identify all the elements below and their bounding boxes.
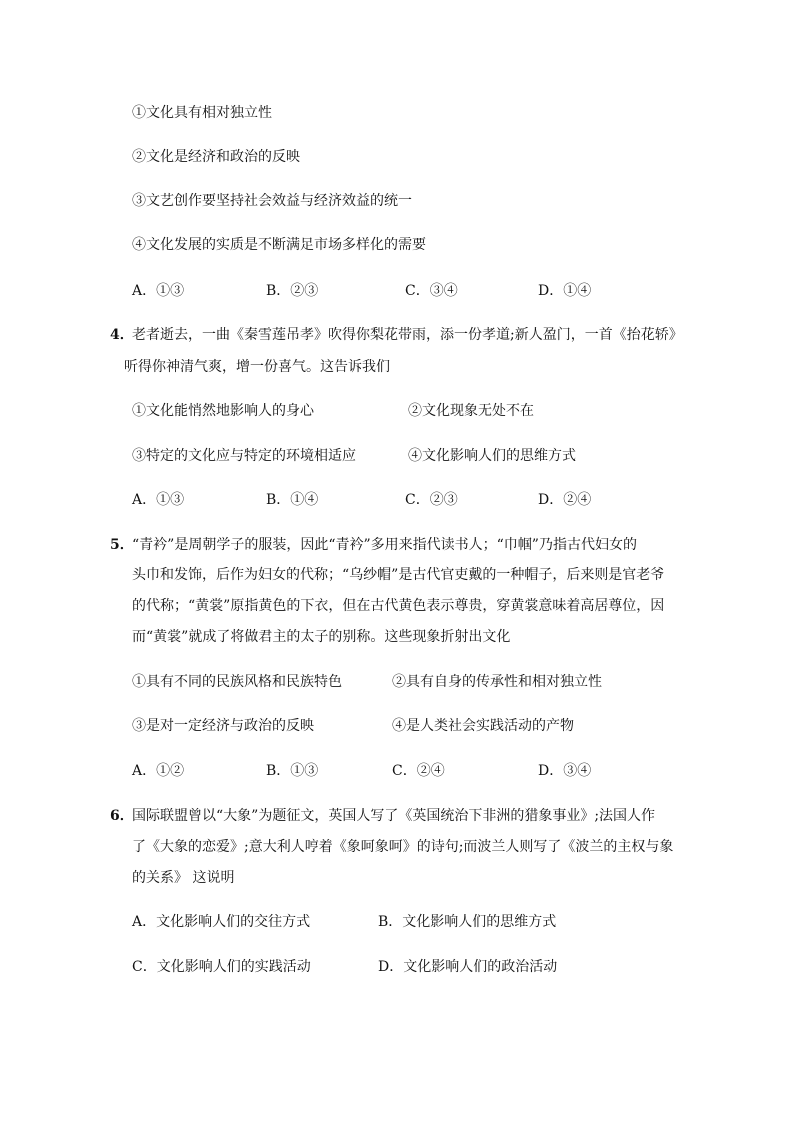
q4-option-a[interactable]: A．①③ (132, 492, 185, 508)
q4-stem-line-1: 老者逝去，一曲《秦雪莲吊孝》吹得你梨花带雨，添一份孝道;新人盈门，一首《抬花轿》 (132, 327, 683, 343)
q6-option-a[interactable]: A．文化影响人们的交往方式 (132, 914, 311, 930)
q5-option-b[interactable]: B．①③ (266, 763, 319, 779)
q5-option-d[interactable]: D．③④ (538, 763, 592, 779)
q4-number: 4． (110, 327, 134, 343)
q4-option-c[interactable]: C．②③ (405, 492, 458, 508)
q6-option-c[interactable]: C．文化影响人们的实践活动 (132, 959, 311, 975)
q3-option-d[interactable]: D．①④ (538, 283, 592, 299)
q5-item-1: ①具有不同的民族风格和民族特色 (132, 674, 342, 690)
q3-option-a[interactable]: A．①③ (132, 283, 185, 299)
q4-item-1: ①文化能悄然地影响人的身心 (132, 403, 314, 419)
q3-item-2: ②文化是经济和政治的反映 (132, 149, 300, 165)
q3-item-4: ④文化发展的实质是不断满足市场多样化的需要 (132, 237, 426, 253)
q5-stem-line-4: 而“黄裳”就成了将做君主的太子的别称。这些现象折射出文化 (132, 629, 511, 645)
q4-item-2: ②文化现象无处不在 (408, 403, 534, 419)
q4-option-b[interactable]: B．①④ (266, 492, 319, 508)
q4-item-3: ③特定的文化应与特定的环境相适应 (132, 448, 356, 464)
q6-stem-line-1: 国际联盟曾以“大象”为题征文，英国人写了《英国统治下非洲的猎象事业》;法国人作 (132, 808, 656, 824)
q6-stem-line-3: 的关系》 这说明 (132, 870, 235, 886)
q3-item-1: ①文化具有相对独立性 (132, 105, 272, 121)
q5-option-a[interactable]: A．①② (132, 763, 185, 779)
q5-item-4: ④是人类社会实践活动的产物 (392, 718, 574, 734)
q6-option-b[interactable]: B．文化影响人们的思维方式 (378, 914, 557, 930)
q5-item-3: ③是对一定经济与政治的反映 (132, 718, 314, 734)
q6-number: 6． (110, 808, 134, 824)
q3-option-c[interactable]: C．③④ (405, 283, 458, 299)
q5-stem-line-2: 头巾和发饰，后作为妇女的代称；“乌纱帽”是古代官吏戴的一种帽子，后来则是官老爷 (132, 567, 665, 583)
q6-option-d[interactable]: D．文化影响人们的政治活动 (378, 959, 558, 975)
q4-stem-line-2: 听得你神清气爽，增一份喜气。这告诉我们 (124, 359, 390, 375)
q5-item-2: ②具有自身的传承性和相对独立性 (392, 674, 602, 690)
q5-stem-line-3: 的代称；“黄裳”原指黄色的下衣，但在古代黄色表示尊贵，穿黄裳意味着高居尊位，因 (132, 598, 665, 614)
q5-stem-line-1: “青衿”是周朝学子的服装，因此“青衿”多用来指代读书人；“巾帼”乃指古代妇女的 (132, 537, 637, 553)
q4-option-d[interactable]: D．②④ (538, 492, 592, 508)
q3-option-b[interactable]: B．②③ (266, 283, 319, 299)
q5-number: 5． (110, 537, 134, 553)
q5-option-c[interactable]: C．②④ (392, 763, 445, 779)
q4-item-4: ④文化影响人们的思维方式 (408, 448, 576, 464)
q3-item-3: ③文艺创作要坚持社会效益与经济效益的统一 (132, 193, 412, 209)
q6-stem-line-2: 了《大象的恋爱》;意大利人哼着《象呵象呵》的诗句;而波兰人则写了《波兰的主权与象 (132, 839, 674, 855)
